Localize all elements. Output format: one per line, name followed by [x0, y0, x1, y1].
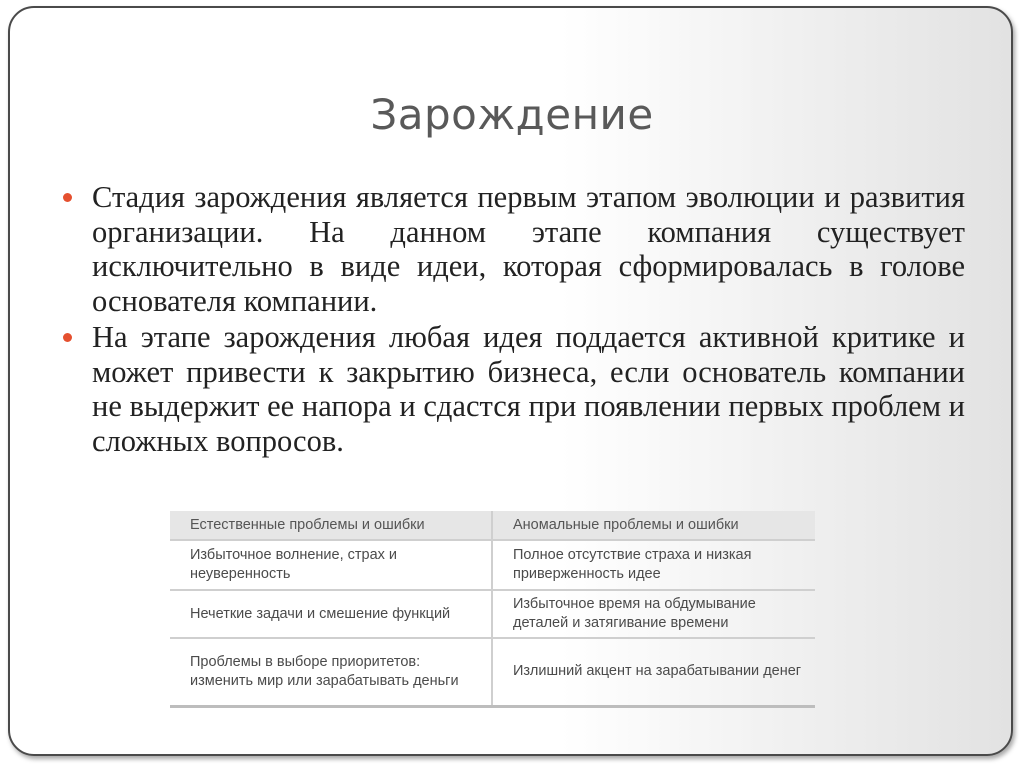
table-cell: Избыточное время на обдумывание деталей и затягивание времени: [492, 590, 815, 638]
table-header-row: [170, 511, 815, 540]
column-header-anomalous: Аномальные проблемы и ошибки: [492, 511, 815, 540]
column-header-natural: Естественные проблемы и ошибки: [170, 511, 492, 540]
bullet-dot-icon: [63, 193, 72, 202]
bullet-text: На этапе зарождения любая идея поддается активной критике и может привести к закрытию бизнеса, если основатель компании не выдержит ее напора и сдастся при появлении первых проблем и сложных вопросов.: [92, 320, 965, 458]
table-row: [170, 590, 815, 638]
table-cell: Полное отсутствие страха и низкая приверженность идее: [492, 540, 815, 590]
problems-table: [170, 511, 815, 708]
table-cell: Избыточное волнение, страх и неуверенность: [170, 540, 492, 590]
bullet-list: [62, 180, 965, 460]
bullet-item: [62, 320, 965, 458]
table-row: [170, 638, 815, 706]
bullet-dot-icon: [63, 333, 72, 342]
bullet-item: [62, 180, 965, 318]
table-cell: Проблемы в выборе приоритетов: изменить мир или зарабатывать деньги: [170, 638, 492, 706]
bullet-text: Стадия зарождения является первым этапом эволюции и развития организации. На данном этапе компания существует исключительно в виде идеи, которая сформировалась в голове основателя компании.: [92, 180, 965, 318]
table-cell: Излишний акцент на зарабатывании денег: [492, 638, 815, 706]
slide-title: Зарождение: [370, 90, 654, 139]
table-row: [170, 540, 815, 590]
table-cell: Нечеткие задачи и смешение функций: [170, 590, 492, 638]
